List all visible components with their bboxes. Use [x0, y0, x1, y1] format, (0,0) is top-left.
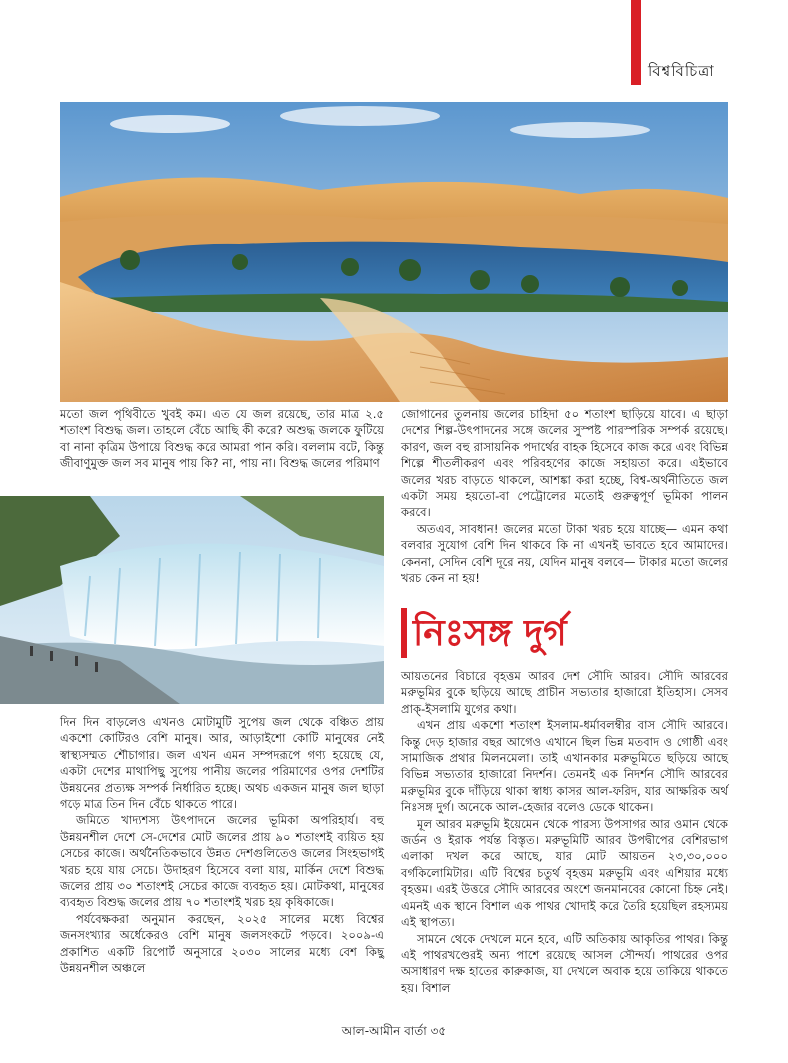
paragraph: জমিতে খাদ্যশস্য উৎপাদনে জলের ভূমিকা অপরিহার্য। বহু উন্নয়নশীল দেশে সে-দেশের মোট জলের প্রায় ৯০ শতাংশই ব্যয়িত হয় সেচের কাজে। অর্থনৈতিকভাবে উন্নত দেশগুলিতেও জলের সিংহভাগই খরচ হয়ে যায় সেচে। উদাহরণ হিসেবে বলা যায়, মার্কিন দেশে বিশুদ্ধ জলের প্রায় ৩০ শতাংশই সেচের কাজে ব্যবহৃত হয়। মোটকথা, মানুষের ব্যবহৃত বিশুদ্ধ জলের প্রায় ৭০ শতাংশই খরচ হয় কৃষিকাজে।	[60, 813, 384, 910]
waterfall-photo	[0, 496, 384, 704]
section-label: বিশ্ববিচিত্রা	[648, 62, 715, 80]
publication-name: আল-আমীন বার্তা	[341, 1024, 427, 1038]
desert-oasis-photo	[60, 102, 728, 402]
right-column-bottom-text	[401, 668, 728, 996]
paragraph: মতো জল পৃথিবীতে খুবই কম। এত যে জল রয়েছে, তার মাত্র ২.৫ শতাংশ বিশুদ্ধ জল। তাহলে বেঁচে আছি কী করে? অশুদ্ধ জলকে ফুটিয়ে বা নানা কৃত্রিম উপায়ে বিশুদ্ধ করে আমরা পান করি। বললাম বটে, কিন্তু জীবাণুমুক্ত জল সব মানুষ পায় কি? না, পায় না। বিশুদ্ধ জলের পরিমাণ	[60, 407, 384, 471]
page-number: ৩৫	[430, 1024, 447, 1038]
article-headline: নিঃসঙ্গ দুর্গ	[401, 608, 728, 658]
page-footer	[0, 1023, 788, 1043]
paragraph: দিন দিন বাড়লেও এখনও মোটামুটি সুপেয় জল থেকে বঞ্চিত প্রায় একশো কোটিরও বেশি মানুষ। আর, আড়াইশো কোটি মানুষের নেই স্বাস্থ্যসম্মত শৌচাগার। জল এখন এমন সম্পদরূপে গণ্য হয়েছে যে, একটা দেশের মাথাপিছু সুপেয় পানীয় জলের পরিমাণের ওপর দেশটির উন্নয়নের প্রত্যক্ষ সম্পর্ক নির্ধারিত হচ্ছে। অথচ একজন মানুষ জল ছাড়া গড়ে মাত্র তিন দিন বেঁচে থাকতে পারে।	[60, 715, 384, 812]
paragraph: মূল আরব মরুভূমি ইয়েমেন থেকে পারস্য উপসাগর আর ওমান থেকে জর্ডন ও ইরাক পর্যন্ত বিস্তৃত। মরুভূমিটি আরব উপদ্বীপের বেশিরভাগ এলাকা দখল করে আছে, যার মোট আয়তন ২৩,৩০,০০০ বর্গকিলোমিটার। এটি বিশ্বের চতুর্থ বৃহত্তম মরুভূমি এবং এশিয়ার মধ্যে বৃহত্তম। এরই উত্তরে সৌদি আরবের অংশে জনমানবের কোনো চিহ্ন নেই। এমনই এক স্থানে বিশাল এক পাথর খোদাই করে তৈরি হয়েছিল রহস্যময় এই স্থাপত্য।	[401, 816, 728, 930]
paragraph: সামনে থেকে দেখলে মনে হবে, এটি অতিকায় আকৃতির পাথর। কিন্তু এই পাথরখণ্ডেরই অন্য পাশে রয়েছে আসল সৌন্দর্য। পাথরের ওপর অসাধারণ দক্ষ হাতের কারুকাজ, যা দেখলে অবাক হয়ে তাকিয়ে থাকতে হয়। বিশাল	[401, 931, 728, 995]
paragraph: অতএব, সাবধান! জলের মতো টাকা খরচ হয়ে যাচ্ছে— এমন কথা বলবার সুযোগ বেশি দিন থাকবে কি না এখনই ভাবতে হবে আমাদের। কেননা, সেদিন বেশি দূরে নয়, যেদিন মানুষ বলবে— টাকার মতো জলের খরচ কেন না হয়!	[401, 521, 728, 586]
left-column-top-text	[60, 406, 384, 472]
paragraph: এখন প্রায় একশো শতাংশ ইসলাম-ধর্মাবলম্বীর বাস সৌদি আরবে। কিন্তু দেড় হাজার বছর আগেও এখানে ছিল ভিন্ন মতবাদ ও গোষ্ঠী এবং সামাজিক প্রথার মিলনমেলা। তাই এখানকার মরুভূমিতে ছড়িয়ে আছে বিভিন্ন সভ্যতার হাজারো নিদর্শন। তেমনই এক নিদর্শন সৌদি আরবের মরুভূমির বুকে দাঁড়িয়ে থাকা স্বাধ্য কাসর আল-ফরিদ, যার আক্ষরিক অর্থ নিঃসঙ্গ দুর্গ। অনেকে আল-হেজার বলেও ডেকে থাকেন।	[401, 718, 728, 815]
accent-bar	[631, 0, 641, 85]
paragraph: আয়তনের বিচারে বৃহত্তম আরব দেশ সৌদি আরব। সৌদি আরবের মরুভূমির বুকে ছড়িয়ে আছে প্রাচীন সভ্যতার হাজারো ইতিহাস। সেসব প্রাক্‌-ইসলামি যুগের কথা।	[401, 669, 728, 716]
right-column-top-text	[401, 406, 728, 586]
paragraph: পর্যবেক্ষকরা অনুমান করছেন, ২০২৫ সালের মধ্যে বিশ্বের জনসংখ্যার অর্ধেকেরও বেশি মানুষ জলসংকটে পড়বে। ২০০৯-এ প্রকাশিত একটি রিপোর্ট অনুসারে ২০৩০ সালের মধ্যে বেশ কিছু উন্নয়নশীল অঞ্চলে	[60, 911, 384, 976]
paragraph: জোগানের তুলনায় জলের চাহিদা ৫০ শতাংশ ছাড়িয়ে যাবে। এ ছাড়া দেশের শিল্প-উৎপাদনের সঙ্গে জলের সুস্পষ্ট পারস্পরিক সম্পর্ক রয়েছে। কারণ, জল বহু রাসায়নিক পদার্থের বাহক হিসেবে কাজ করে এবং বিভিন্ন শিল্পে শীতলীকরণ এবং পরিবহণের কাজে সহায়তা করে। এইভাবে জলের খরচ বাড়তে থাকলে, আশঙ্কা করা হচ্ছে, বিশ্ব-অর্থনীতিতে জল একটা সময় হয়তো-বা পেট্রোলের মতোই গুরুত্বপূর্ণ ভূমিকা পালন করবে।	[401, 407, 728, 520]
left-column-bottom-text	[60, 714, 384, 977]
